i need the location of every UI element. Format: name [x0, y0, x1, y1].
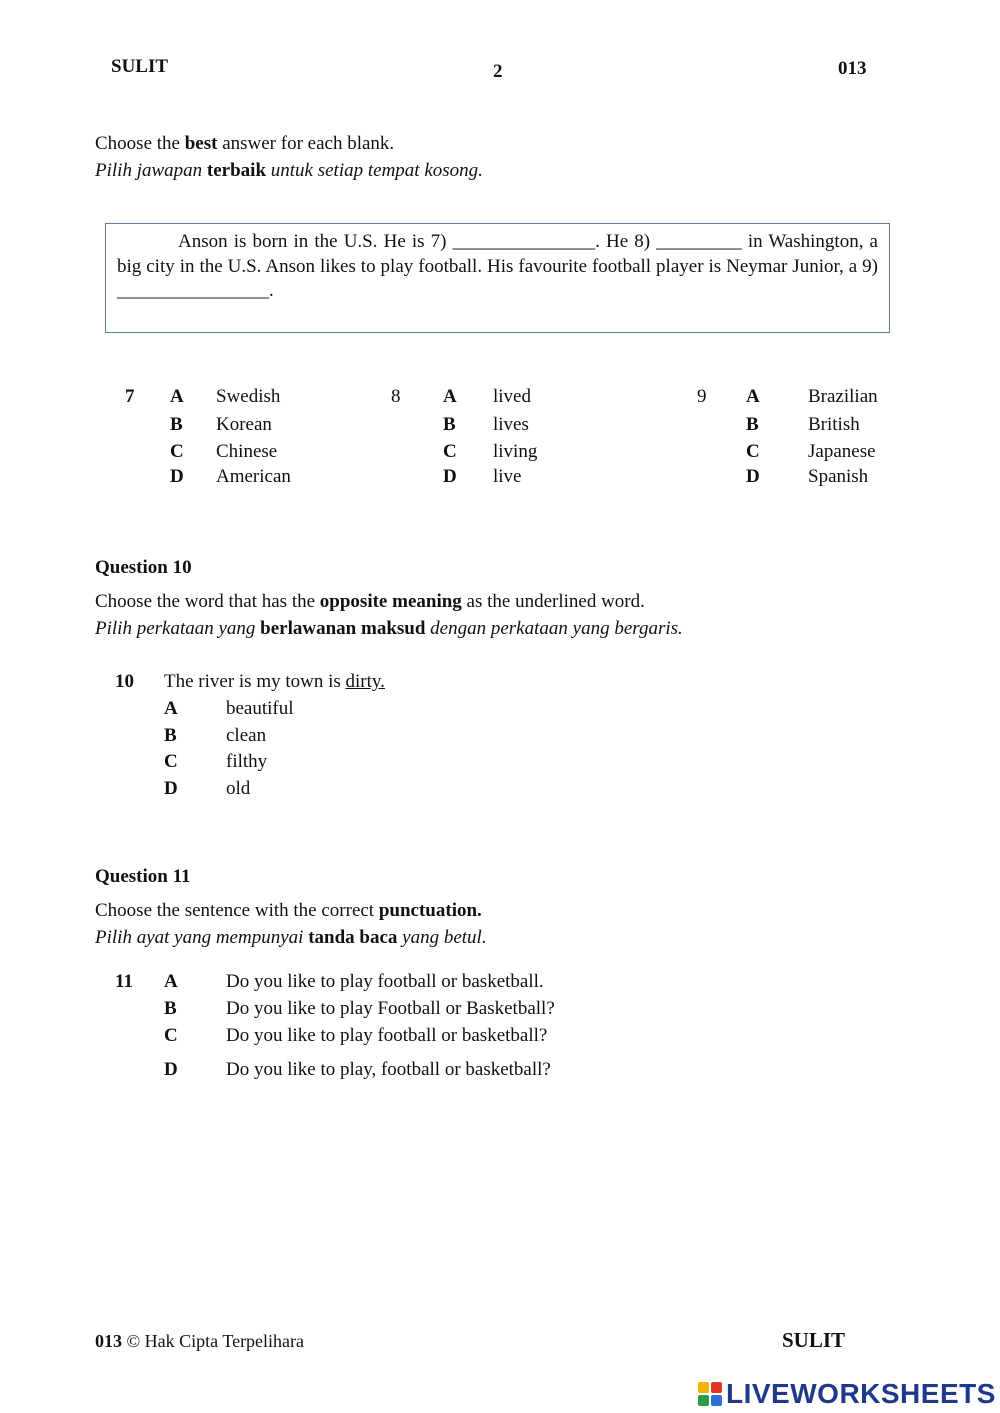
question-11-option-text: Do you like to play Football or Basketball? — [226, 998, 555, 1019]
page-number: 2 — [493, 61, 503, 82]
question-9-option-text: Japanese — [808, 441, 876, 462]
q10-stem-text: The river is my town is — [164, 671, 346, 692]
instruction-en — [95, 133, 394, 155]
question-10-heading: Question 10 — [95, 557, 192, 578]
question-7-option-letter: B — [170, 414, 183, 435]
instruction-ms-text-end: untuk setiap tempat kosong. — [266, 160, 483, 181]
instruction-en-text: Choose the — [95, 133, 185, 154]
question-11-option-letter: A — [164, 971, 178, 992]
liveworksheets-icon — [698, 1382, 722, 1406]
question-11-instruction-ms — [95, 927, 487, 949]
question-8-option-text: lived — [493, 386, 531, 407]
q10-instr-ms-bold: berlawanan maksud — [260, 618, 426, 639]
question-7-option-letter: D — [170, 466, 184, 487]
footer-code: 013 — [95, 1331, 122, 1351]
question-11-heading: Question 11 — [95, 866, 191, 887]
question-7-option-text: Swedish — [216, 386, 281, 407]
q10-instr-en-text-end: as the underlined word. — [461, 591, 645, 612]
question-11-option-text: Do you like to play football or basketball. — [226, 971, 544, 992]
q10-instr-en-text: Choose the word that has the — [95, 591, 320, 612]
question-11-option-letter: B — [164, 998, 177, 1019]
question-10-option-text: beautiful — [226, 698, 294, 719]
q11-instr-en-bold: punctuation. — [378, 900, 482, 921]
q11-instr-ms-text-end: yang betul. — [397, 927, 487, 948]
question-11-option-text: Do you like to play, football or basketball? — [226, 1059, 551, 1080]
question-7-option-text: Chinese — [216, 441, 278, 462]
question-8-number: 8 — [391, 386, 401, 407]
question-10-option-text: old — [226, 778, 251, 799]
question-9-option-letter: C — [746, 441, 760, 462]
footer-sulit-right: SULIT — [782, 1328, 846, 1352]
question-10-option-text: filthy — [226, 751, 268, 772]
instruction-en-bold: best — [184, 133, 218, 154]
question-9-option-letter: A — [746, 386, 760, 407]
question-11-option-text: Do you like to play football or basketball? — [226, 1025, 548, 1046]
passage-box — [105, 223, 890, 333]
question-9-option-letter: D — [746, 466, 760, 487]
instruction-en-text-end: answer for each blank. — [217, 133, 395, 154]
question-7-option-letter: C — [170, 441, 184, 462]
question-9-option-text: Brazilian — [808, 386, 878, 407]
q10-underlined-word: dirty. — [345, 671, 385, 692]
question-10-instruction-ms — [95, 618, 683, 640]
question-8-option-letter: A — [443, 386, 457, 407]
question-8-option-letter: B — [443, 414, 456, 435]
q10-instr-ms-text: Pilih perkataan yang — [95, 618, 261, 639]
q11-instr-en-text: Choose the sentence with the correct — [95, 900, 379, 921]
q11-instr-ms-bold: tanda baca — [308, 927, 398, 948]
passage-text: Anson is born in the U.S. He is 7) _______________. He 8) _________ in Washington, a big city in the U.S. Anson likes to play football. His favourite football player is Neymar Junior, a 9) ________________. — [117, 231, 878, 301]
brand-name: LIVEWORKSHEETS — [726, 1378, 996, 1409]
question-7-option-text: Korean — [216, 414, 272, 435]
question-10-stem — [164, 671, 385, 693]
header-code-right: 013 — [838, 58, 867, 79]
instruction-ms-text: Pilih jawapan — [95, 160, 207, 181]
q10-instr-en-bold: opposite meaning — [319, 591, 462, 612]
question-8-option-letter: D — [443, 466, 457, 487]
question-9-option-letter: B — [746, 414, 759, 435]
question-10-instruction-en — [95, 591, 645, 613]
question-7-option-text: American — [216, 466, 291, 487]
liveworksheets-logo — [698, 1379, 996, 1409]
q11-instr-ms-text: Pilih ayat yang mempunyai — [95, 927, 309, 948]
question-8-option-text: lives — [493, 414, 529, 435]
question-10-option-letter: D — [164, 778, 178, 799]
question-9-option-text: British — [808, 414, 860, 435]
question-8-option-letter: C — [443, 441, 457, 462]
question-9-number: 9 — [697, 386, 707, 407]
question-10-option-text: clean — [226, 725, 267, 746]
instruction-ms — [95, 160, 483, 182]
question-7-option-letter: A — [170, 386, 184, 407]
question-7-number: 7 — [125, 386, 135, 407]
footer-copyright-text: © Hak Cipta Terpelihara — [126, 1331, 305, 1351]
q10-instr-ms-text-end: dengan perkataan yang bergaris. — [425, 618, 683, 639]
question-10-option-letter: A — [164, 698, 178, 719]
question-8-option-text: living — [493, 441, 538, 462]
header-sulit-left: SULIT — [111, 56, 169, 77]
instruction-ms-bold: terbaik — [206, 160, 267, 181]
question-11-instruction-en — [95, 900, 482, 922]
question-11-option-letter: C — [164, 1025, 178, 1046]
question-9-option-text: Spanish — [808, 466, 869, 487]
question-10-option-letter: C — [164, 751, 178, 772]
question-10-option-letter: B — [164, 725, 177, 746]
footer-copyright — [95, 1331, 304, 1352]
question-8-option-text: live — [493, 466, 522, 487]
question-11-option-letter: D — [164, 1059, 178, 1080]
question-11-number: 11 — [115, 971, 133, 992]
question-10-number: 10 — [115, 671, 134, 692]
